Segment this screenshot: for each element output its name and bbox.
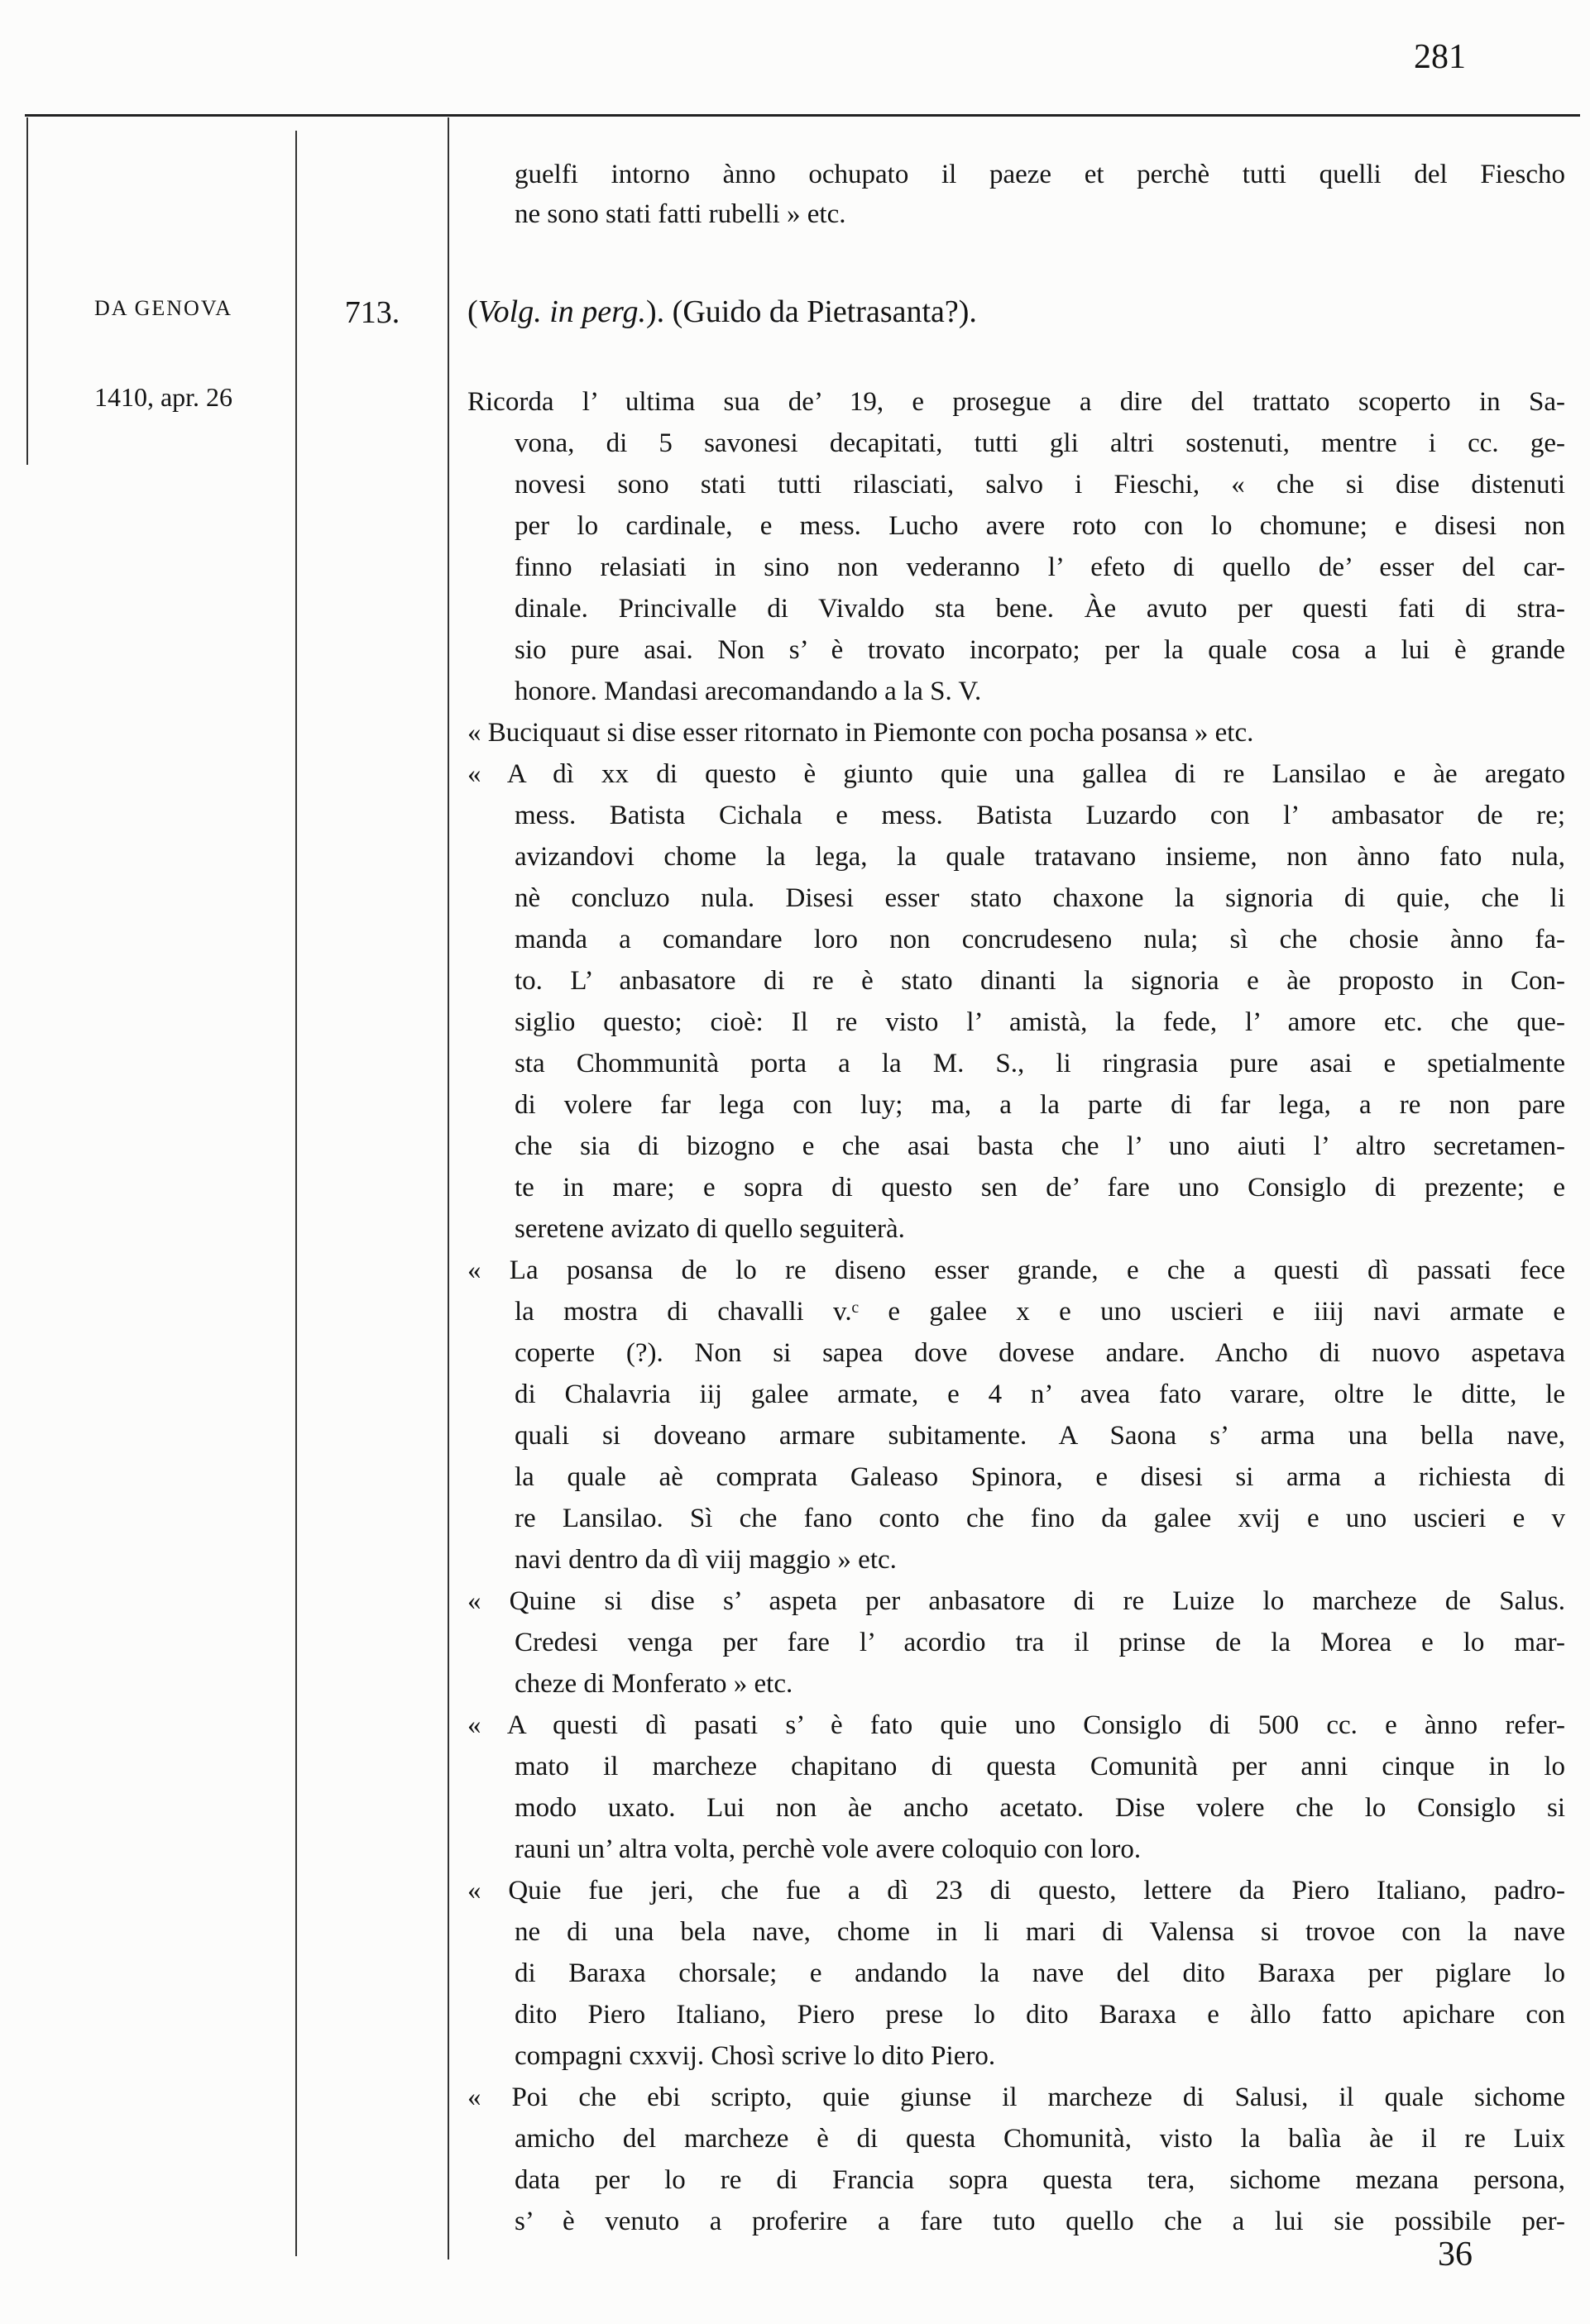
text-line: « A dì xx di questo è giunto quie una gallea di re Lansilao e àe aregato (467, 759, 1565, 789)
text-line: quali si doveano armare subitamente. A Saona s’ arma una bella nave, (515, 1421, 1565, 1451)
folio-signature: 36 (1438, 2236, 1473, 2274)
text-line: amicho del marcheze è di questa Chomunità, visto la balìa àe il re Luix (515, 2124, 1565, 2154)
text-line: sta Chommunità porta a la M. S., li ringrasia pure asai e spetialmente (515, 1049, 1565, 1078)
column-rule-left (26, 117, 28, 465)
margin-place: DA GENOVA (93, 296, 233, 320)
document-number: 713. (344, 295, 400, 330)
text-line: seretene avizato di quello seguiterà. (515, 1214, 905, 1244)
text-line: finno relasiati in sino non vederanno l’ efeto di quello de’ esser del car- (515, 552, 1565, 582)
text-line: Ricorda l’ ultima sua de’ 19, e prosegue a dire del trattato scoperto in Sa- (467, 387, 1565, 417)
text-line: re Lansilao. Sì che fano conto che fino da galee xvij e uno uscieri e v (515, 1504, 1565, 1533)
text-line: honore. Mandasi arecomandando a la S. V. (515, 677, 982, 706)
text-line: la quale aè comprata Galeaso Spinora, e disesi si arma a richiesta di (515, 1462, 1565, 1492)
document-heading (467, 294, 977, 330)
heading-rest: ). (Guido da Pietrasanta?). (646, 294, 977, 329)
heading-open: ( (467, 294, 478, 329)
text-line: « Quine si dise s’ aspeta per anbasatore di re Luize lo marcheze de Salus. (467, 1586, 1565, 1616)
text-line: Credesi venga per fare l’ acordio tra il prinse de la Morea e lo mar- (515, 1628, 1565, 1657)
text-line: modo uxato. Lui non àe ancho acetato. Dise volere che lo Consiglo si (515, 1793, 1565, 1823)
column-rule-middle (295, 131, 297, 2256)
text-line: « La posansa de lo re diseno esser grande, e che a questi dì passati fece (467, 1255, 1565, 1285)
header-rule (25, 114, 1580, 117)
column-rule-right (448, 117, 449, 2259)
text-line: rauni un’ altra volta, perchè vole avere coloquio con loro. (515, 1834, 1142, 1864)
text-line: s’ è venuto a proferire a fare tuto quello che a lui sie possibile per- (515, 2207, 1565, 2236)
text-line: manda a comandare loro non concrudeseno nula; sì che chosie ànno fa- (515, 925, 1565, 954)
text-line: nè concluzo nula. Disesi esser stato chaxone la signoria di quie, che li (515, 883, 1565, 913)
text-line: dinale. Princivalle di Vivaldo sta bene. Àe avuto per questi fati di stra- (515, 594, 1565, 624)
text-line: di Chalavria iij galee armate, e 4 n’ avea fato varare, oltre le ditte, le (515, 1380, 1565, 1409)
text-line: novesi sono stati tutti rilasciati, salvo i Fieschi, « che si dise distenuti (515, 470, 1565, 500)
text-line: vona, di 5 savonesi decapitati, tutti gli altri sostenuti, mentre i cc. ge- (515, 428, 1565, 458)
heading-italic: Volg. in perg. (477, 294, 647, 329)
text-line: « Buciquaut si dise esser ritornato in Piemonte con pocha posansa » etc. (467, 718, 1254, 748)
margin-date: 1410, apr. 26 (93, 382, 233, 412)
text-line: di volere far lega con luy; ma, a la parte di far lega, a re non pare (515, 1090, 1565, 1120)
text-line: ne sono stati fatti rubelli » etc. (515, 199, 846, 229)
text-line: navi dentro da dì viij maggio » etc. (515, 1545, 897, 1575)
text-line: « Poi che ebi scripto, quie giunse il marcheze di Salusi, il quale sichome (467, 2083, 1565, 2112)
text-line: cheze di Monferato » etc. (515, 1669, 793, 1699)
text-line: avizandovi chome la lega, la quale tratavano insieme, non ànno fato nula, (515, 842, 1565, 872)
text-line: che sia di bizogno e che asai basta che l’ uno aiuti l’ altro secretamen- (515, 1131, 1565, 1161)
text-line: guelfi intorno ànno ochupato il paeze et perchè tutti quelli del Fiescho (515, 160, 1565, 189)
text-line: « A questi dì pasati s’ è fato quie uno Consiglo di 500 cc. e ànno refer- (467, 1710, 1565, 1740)
text-line: dito Piero Italiano, Piero prese lo dito Baraxa e àllo fatto apichare con (515, 2000, 1565, 2030)
text-line: mess. Batista Cichala e mess. Batista Luzardo con l’ ambasator de re; (515, 801, 1565, 830)
text-line: sio pure asai. Non s’ è trovato incorpato; per la quale cosa a lui è grande (515, 635, 1565, 665)
text-line: per lo cardinale, e mess. Lucho avere roto con lo chomune; e disesi non (515, 511, 1565, 541)
text-line: to. L’ anbasatore di re è stato dinanti la signoria e àe proposto in Con- (515, 966, 1565, 996)
text-line: coperte (?). Non si sapea dove dovese andare. Ancho di nuovo aspetava (515, 1338, 1565, 1368)
text-line: di Baraxa chorsale; e andando la nave del dito Baraxa per piglare lo (515, 1958, 1565, 1988)
text-line: compagni cxxvij. Chosì scrive lo dito Piero. (515, 2041, 996, 2071)
text-line: ne di una bela nave, chome in li mari di Valensa si trovoe con la nave (515, 1917, 1565, 1947)
text-line: siglio questo; cioè: Il re visto l’ amistà, la fede, l’ amore etc. che que- (515, 1007, 1565, 1037)
text-line: te in mare; e sopra di questo sen de’ fare uno Consiglo di prezente; e (515, 1173, 1565, 1203)
text-line: mato il marcheze chapitano di questa Comunità per anni cinque in lo (515, 1752, 1565, 1781)
text-line: la mostra di chavalli v.ᶜ e galee x e uno uscieri e iiij navi armate e (515, 1297, 1565, 1327)
page-number: 281 (1414, 38, 1466, 76)
text-line: data per lo re di Francia sopra questa tera, sichome mezana persona, (515, 2165, 1565, 2195)
text-line: « Quie fue jeri, che fue a dì 23 di questo, lettere da Piero Italiano, padro- (467, 1876, 1565, 1906)
